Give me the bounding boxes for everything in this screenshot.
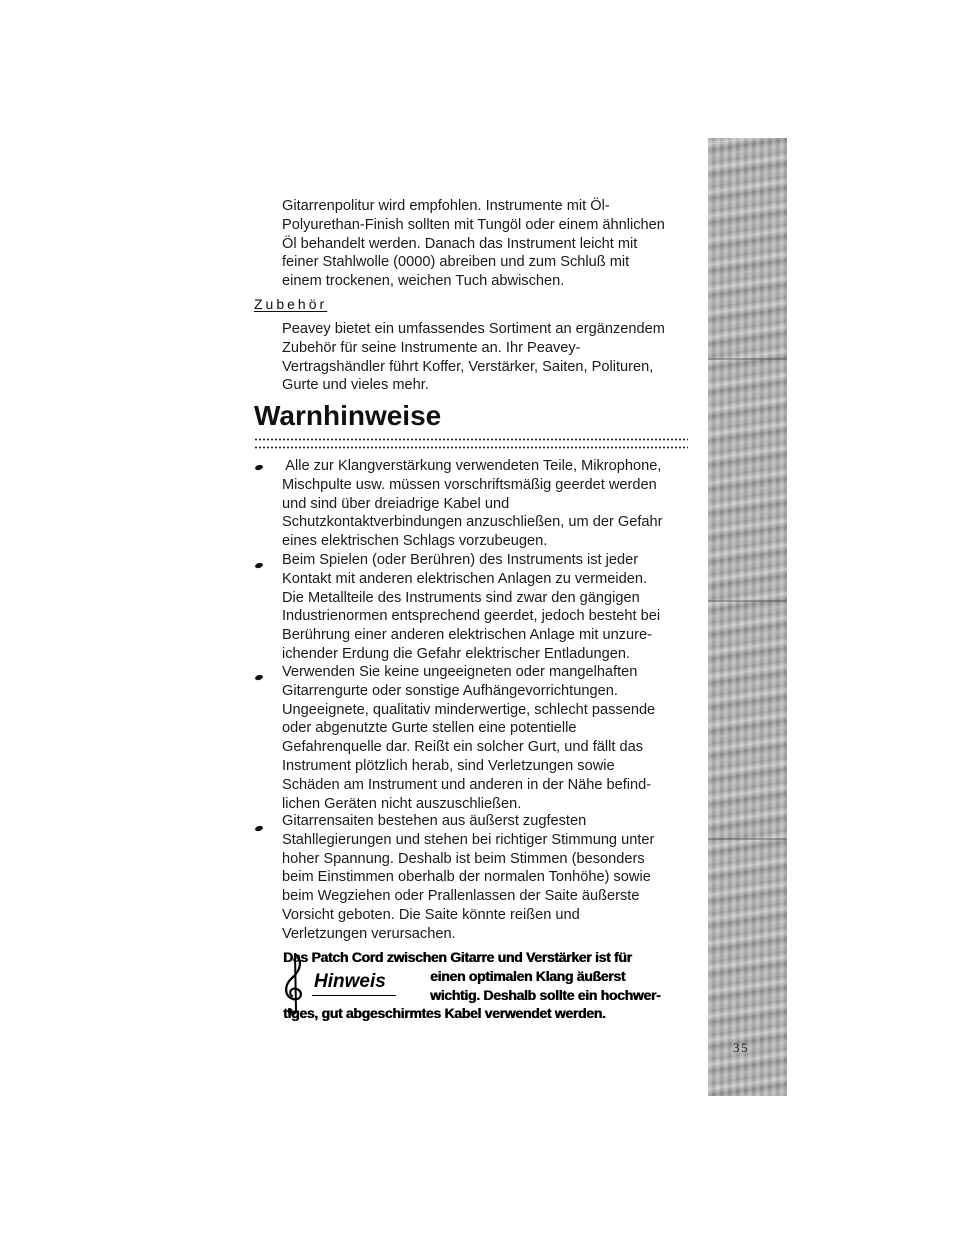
text-line: Verwenden Sie keine ungeeigneten oder mangelhaften: [282, 664, 638, 680]
text-line: Ungeeignete, qualitativ minderwertige, schlecht passende: [282, 701, 656, 718]
text-line: Industrienormen entsprechend geerdet, jedoch besteht bei: [282, 608, 661, 625]
text-line: Gitarrenpolitur wird empfohlen. Instrumente mit Öl-: [282, 198, 610, 214]
text-line: Gitarrensaiten bestehen aus äußerst zugfesten: [282, 813, 587, 829]
text-line: Zubehör für seine Instrumente an. Ihr Peavey-: [282, 339, 581, 356]
strip-divider: [708, 600, 787, 602]
text-line: oder abgenutzte Gurte stellen eine potentielle: [282, 720, 577, 737]
text-line: Gitarrengurte oder sonstige Aufhängevorrichtungen.: [282, 682, 618, 699]
text-line: Stahllegierungen und stehen bei richtiger Stimmung unter: [282, 831, 655, 848]
intro-paragraph: [282, 197, 692, 291]
text-line: Mischpulte usw. müssen vorschriftsmäßig geerdet werden: [282, 476, 657, 493]
text-line: lichen Geräten nicht auszuschließen.: [282, 795, 522, 812]
text-line: Alle zur Klangverstärkung verwendeten Teile, Mikrophone,: [282, 458, 662, 474]
text-line: hoher Spannung. Deshalb ist beim Stimmen (besonders: [282, 850, 645, 867]
text-line: Öl behandelt werden. Danach das Instrument leicht mit: [282, 235, 638, 252]
note-text-line: wichtig. Deshalb sollte ein hochwer-: [430, 987, 661, 1003]
accessories-paragraph: [282, 320, 692, 395]
text-line: Vertragshändler führt Koffer, Verstärker, Saiten, Polituren,: [282, 358, 654, 375]
text-line: beim Einstimmen oberhalb der normalen Tonhöhe) sowie: [282, 869, 651, 886]
text-line: Vorsicht geboten. Die Saite könnte reißen und: [282, 906, 580, 923]
decorative-wood-strip: [708, 138, 787, 1096]
warning-item: [282, 457, 692, 551]
warnings-heading: Warnhinweise: [254, 400, 442, 431]
text-line: feiner Stahlwolle (0000) abreiben und zum Schluß mit: [282, 254, 630, 271]
dotted-rule: [254, 438, 688, 441]
text-line: einem trockenen, weichen Tuch abwischen.: [282, 273, 565, 290]
text-line: Peavey bietet ein umfassendes Sortiment an ergänzendem: [282, 321, 665, 337]
page-number: 35: [733, 1040, 749, 1055]
text-line: Gefahrenquelle dar. Reißt ein solcher Gurt, und fällt das: [282, 739, 643, 756]
text-line: Polyurethan-Finish sollten mit Tungöl oder einem ähnlichen: [282, 216, 665, 233]
text-line: Schutzkontaktverbindungen anzuschließen, um der Gefahr: [282, 514, 663, 531]
warning-item: [282, 812, 692, 944]
text-line: Instrument plötzlich herab, sind Verletzungen sowie: [282, 757, 615, 774]
bullet-icon: [254, 825, 263, 832]
note-text-line: einen optimalen Klang äußerst: [430, 968, 626, 984]
bullet-icon: [254, 464, 263, 471]
text-line: Die Metallteile des Instruments sind zwar den gängigen: [282, 589, 640, 606]
bullet-icon: [254, 674, 263, 681]
text-line: Kontakt mit anderen elektrischen Anlagen zu vermeiden.: [282, 570, 648, 587]
note-label-underline: [312, 995, 396, 996]
text-line: Berührung einer anderen elektrischen Anlage mit unzure-: [282, 627, 652, 644]
text-line: Beim Spielen (oder Berühren) des Instruments ist jeder: [282, 552, 639, 568]
dotted-rule: [254, 446, 688, 449]
text-line: ichender Erdung die Gefahr elektrischer Entladungen.: [282, 645, 631, 662]
text-line: Gurte und vieles mehr.: [282, 377, 429, 394]
bullet-icon: [254, 562, 263, 569]
strip-divider: [708, 838, 787, 840]
warning-item: [282, 551, 692, 664]
note-text-line: Das Patch Cord zwischen Gitarre und Verstärker ist für: [283, 949, 632, 965]
text-line: Schäden am Instrument und anderen in der Nähe befind-: [282, 776, 652, 793]
note-text-line: tiges, gut abgeschirmtes Kabel verwendet werden.: [283, 1005, 606, 1021]
strip-divider: [708, 358, 787, 360]
text-line: Verletzungen verursachen.: [282, 925, 456, 942]
note-label: Hinweis: [314, 971, 386, 992]
text-line: und sind über dreiadrige Kabel und: [282, 495, 510, 512]
text-line: eines elektrischen Schlags vorzubeugen.: [282, 533, 548, 550]
text-line: beim Wegziehen oder Prallenlassen der Saite äußerste: [282, 888, 640, 905]
accessories-heading: Zubehör: [254, 296, 328, 312]
warning-item: [282, 663, 692, 813]
